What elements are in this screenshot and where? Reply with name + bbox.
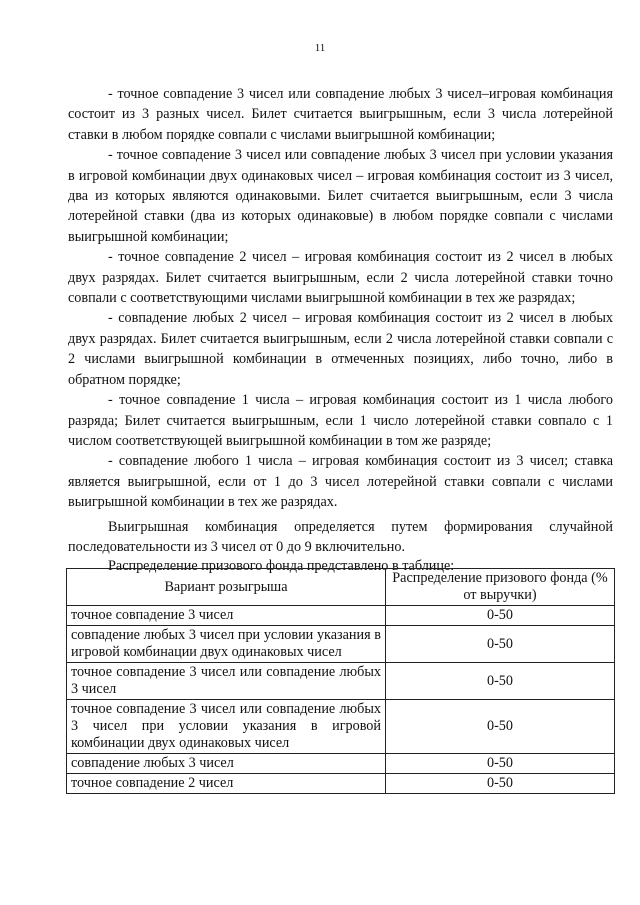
share-cell: 0-50 bbox=[386, 754, 615, 774]
paragraph-exact-2: - точное совпадение 2 чисел – игровая комбинация состоит из 2 чисел в любых двух разрядах. Билет считается выигрышным, если 2 числа лотерейной ставки точно совпали с соответствующими числами выигрышной комбинации в тех же разрядах; bbox=[68, 249, 613, 307]
prize-fund-table bbox=[66, 568, 615, 794]
table-row bbox=[67, 626, 615, 663]
share-cell: 0-50 bbox=[386, 700, 615, 754]
header-distribution: Распределение призового фонда (% от выручки) bbox=[386, 569, 615, 606]
table-row bbox=[67, 700, 615, 754]
document-body bbox=[68, 84, 613, 575]
paragraph-exact-or-any-3: - точное совпадение 3 чисел или совпадение любых 3 чисел–игровая комбинация состоит из 3 разных чисел. Билет считается выигрышным, если 3 числа лотерейной ставки в любом порядке совпали с числами выигрышной комбинации; bbox=[68, 86, 613, 143]
share-cell: 0-50 bbox=[386, 663, 615, 700]
variant-cell: точное совпадение 3 чисел bbox=[67, 606, 386, 626]
share-cell: 0-50 bbox=[386, 774, 615, 794]
paragraph-winning-combination: Выигрышная комбинация определяется путем формирования случайной последовательности из 3 чисел от 0 до 9 включительно. bbox=[68, 518, 613, 555]
variant-cell: совпадение любых 3 чисел bbox=[67, 754, 386, 774]
table-header-row bbox=[67, 569, 615, 606]
table-row bbox=[67, 774, 615, 794]
table-row bbox=[67, 663, 615, 700]
header-variant: Вариант розыгрыша bbox=[67, 569, 386, 606]
paragraph-any-1: - совпадение любого 1 числа – игровая комбинация состоит из 3 чисел; ставка является выигрышной, если от 1 до 3 чисел лотерейной ставки совпали с числами выигрышной комбинации в тех же разрядах. bbox=[68, 453, 613, 511]
share-cell: 0-50 bbox=[386, 606, 615, 626]
variant-cell: точное совпадение 3 чисел или совпадение любых 3 чисел bbox=[67, 663, 386, 700]
variant-cell: точное совпадение 2 чисел bbox=[67, 774, 386, 794]
share-cell: 0-50 bbox=[386, 626, 615, 663]
table-row bbox=[67, 754, 615, 774]
paragraph-any-2: - совпадение любых 2 чисел – игровая комбинация состоит из 2 чисел в любых двух разрядах. Билет считается выигрышным, если 2 числа лотерейной ставки совпали с 2 числами выигрышной комбинации в отмеченных позициях, либо точно, либо в обратном порядке; bbox=[68, 310, 613, 388]
paragraph-3-with-two-same: - точное совпадение 3 чисел или совпадение любых 3 чисел при условии указания в игровой комбинации двух одинаковых чисел – игровая комбинация состоит из 3 чисел, два из которых являются одинаковыми. Билет считается выигрышным, если 3 числа лотерейной ставки (два из которых одинаковые) в любом порядке совпали с числами выигрышной комбинации; bbox=[68, 147, 613, 245]
variant-cell: точное совпадение 3 чисел или совпадение любых 3 чисел при условии указания в игровой комбинации двух одинаковых чисел bbox=[67, 700, 386, 754]
table-caption: Распределение призового фонда представлено в таблице: bbox=[108, 558, 455, 575]
paragraph-exact-1: - точное совпадение 1 числа – игровая комбинация состоит из 1 числа любого разряда; Билет считается выигрышным, если 1 число лотерейной ставки совпало с 1 числом соответствующей выигрышной комбинации в том же разряде; bbox=[68, 392, 613, 449]
variant-cell: совпадение любых 3 чисел при условии указания в игровой комбинации двух одинаковых чисел bbox=[67, 626, 386, 663]
table-row bbox=[67, 606, 615, 626]
page-number: 11 bbox=[314, 42, 326, 54]
